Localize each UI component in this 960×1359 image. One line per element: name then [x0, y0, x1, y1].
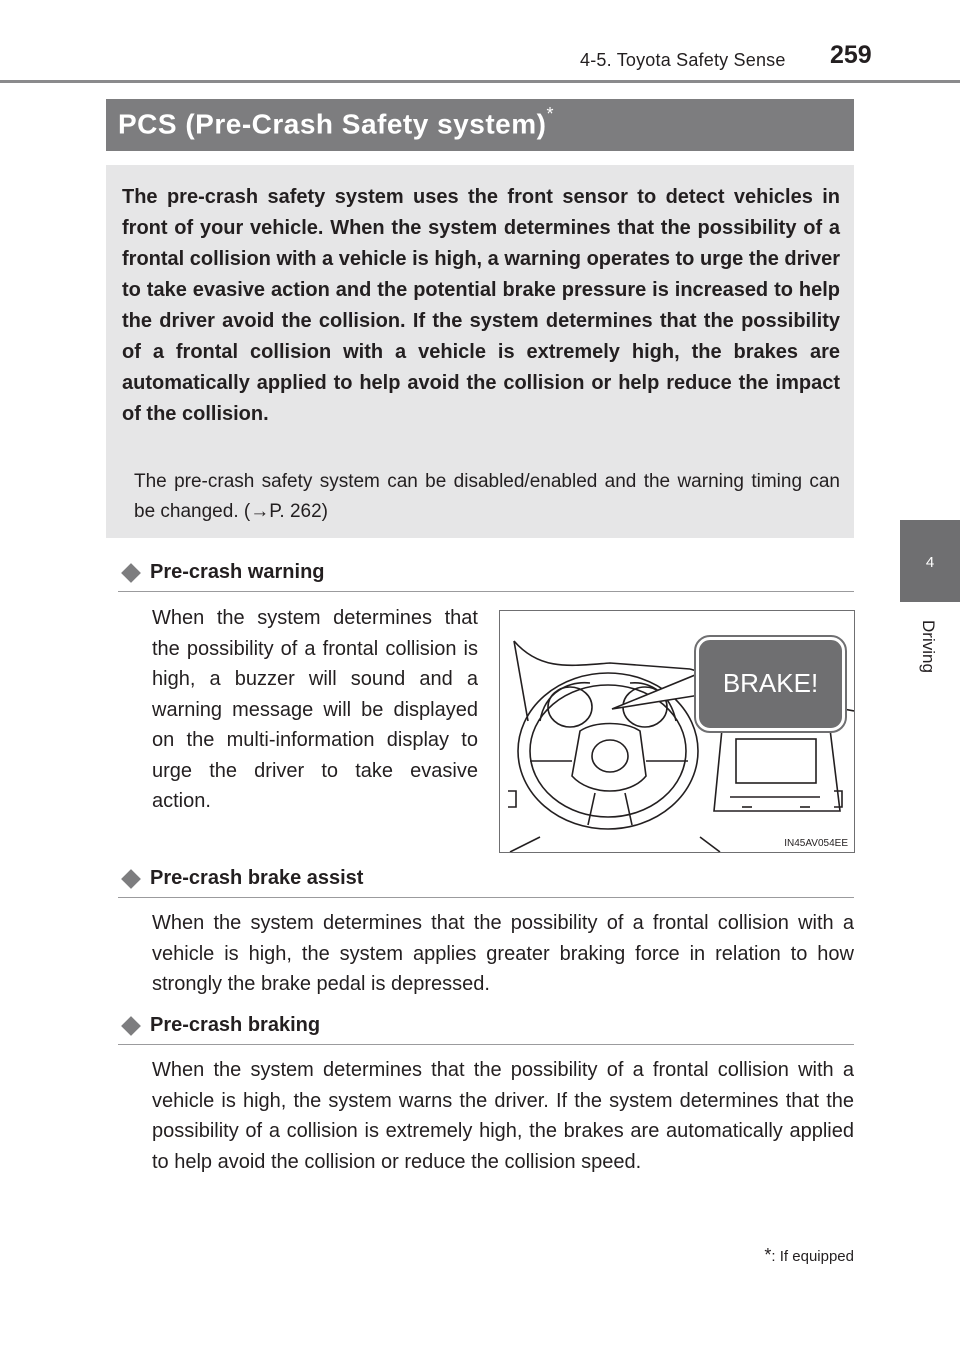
intro-summary: The pre-crash safety system uses the front sensor to detect vehicles in front of your vehicle. When the system determines that the possibility of a frontal collision with a vehicle is high, a warning operates to urge the driver to take evasive action and the potential brake pressure is increased to help the driver avoid the collision. If the system determines that the possibility of a frontal collision with a vehicle is extremely high, the brakes are automatically applied to help avoid the collision or help reduce the impact of the collision.	[122, 186, 840, 425]
diamond-bullet-icon	[121, 563, 141, 583]
page-title	[118, 104, 554, 140]
page-title-text: PCS (Pre-Crash Safety system)	[118, 108, 547, 140]
section-heading-text: Pre-crash warning	[150, 561, 325, 583]
chapter-label: Driving	[919, 620, 938, 673]
footnote-text: : If equipped	[771, 1248, 854, 1265]
footnote-asterisk: *	[764, 1245, 772, 1265]
section-heading-pre-crash-warning	[118, 561, 854, 592]
section-heading-text: Pre-crash braking	[150, 1014, 321, 1036]
page-number: 259	[830, 41, 872, 69]
section-body-pre-crash-brake-assist: When the system determines that the possibility of a frontal collision with a vehicle is high, the system applies greater braking force in relation to how strongly the brake pedal is depressed.	[152, 912, 854, 995]
diamond-bullet-icon	[121, 1016, 141, 1036]
intro-box	[106, 165, 854, 538]
running-header-section: 4-5. Toyota Safety Sense	[580, 50, 786, 70]
section-heading-pre-crash-brake-assist	[118, 867, 854, 898]
title-asterisk: *	[546, 104, 554, 124]
section-body-pre-crash-braking: When the system determines that the possibility of a frontal collision with a vehicle is high, the system warns the driver. If the system determines that the possibility of a collision is extremely high, the brakes are automatically applied to help avoid the collision or reduce the collision speed.	[152, 1059, 854, 1173]
section-heading-pre-crash-braking	[118, 1014, 854, 1045]
section-body-pre-crash-warning: When the system determines that the possibility of a frontal collision is high, a buzzer will sound and a warning message will be displayed on the multi-information display to urge the driver to take evasive action.	[152, 607, 478, 812]
chapter-number: 4	[925, 554, 935, 571]
chapter-tab	[900, 520, 960, 602]
dashboard-illustration	[499, 610, 855, 853]
header-rule	[0, 80, 960, 83]
brake-warning-callout	[696, 637, 845, 731]
section-heading-text: Pre-crash brake assist	[150, 867, 364, 889]
footnote	[764, 1245, 854, 1266]
intro-note: The pre-crash safety system can be disabled/enabled and the warning timing can be changed. (→P. 262)	[134, 471, 840, 522]
diamond-bullet-icon	[121, 869, 141, 889]
section-title-bar	[106, 99, 854, 151]
brake-warning-text: BRAKE!	[722, 668, 819, 698]
figure-id: IN45AV054EE	[784, 838, 848, 849]
